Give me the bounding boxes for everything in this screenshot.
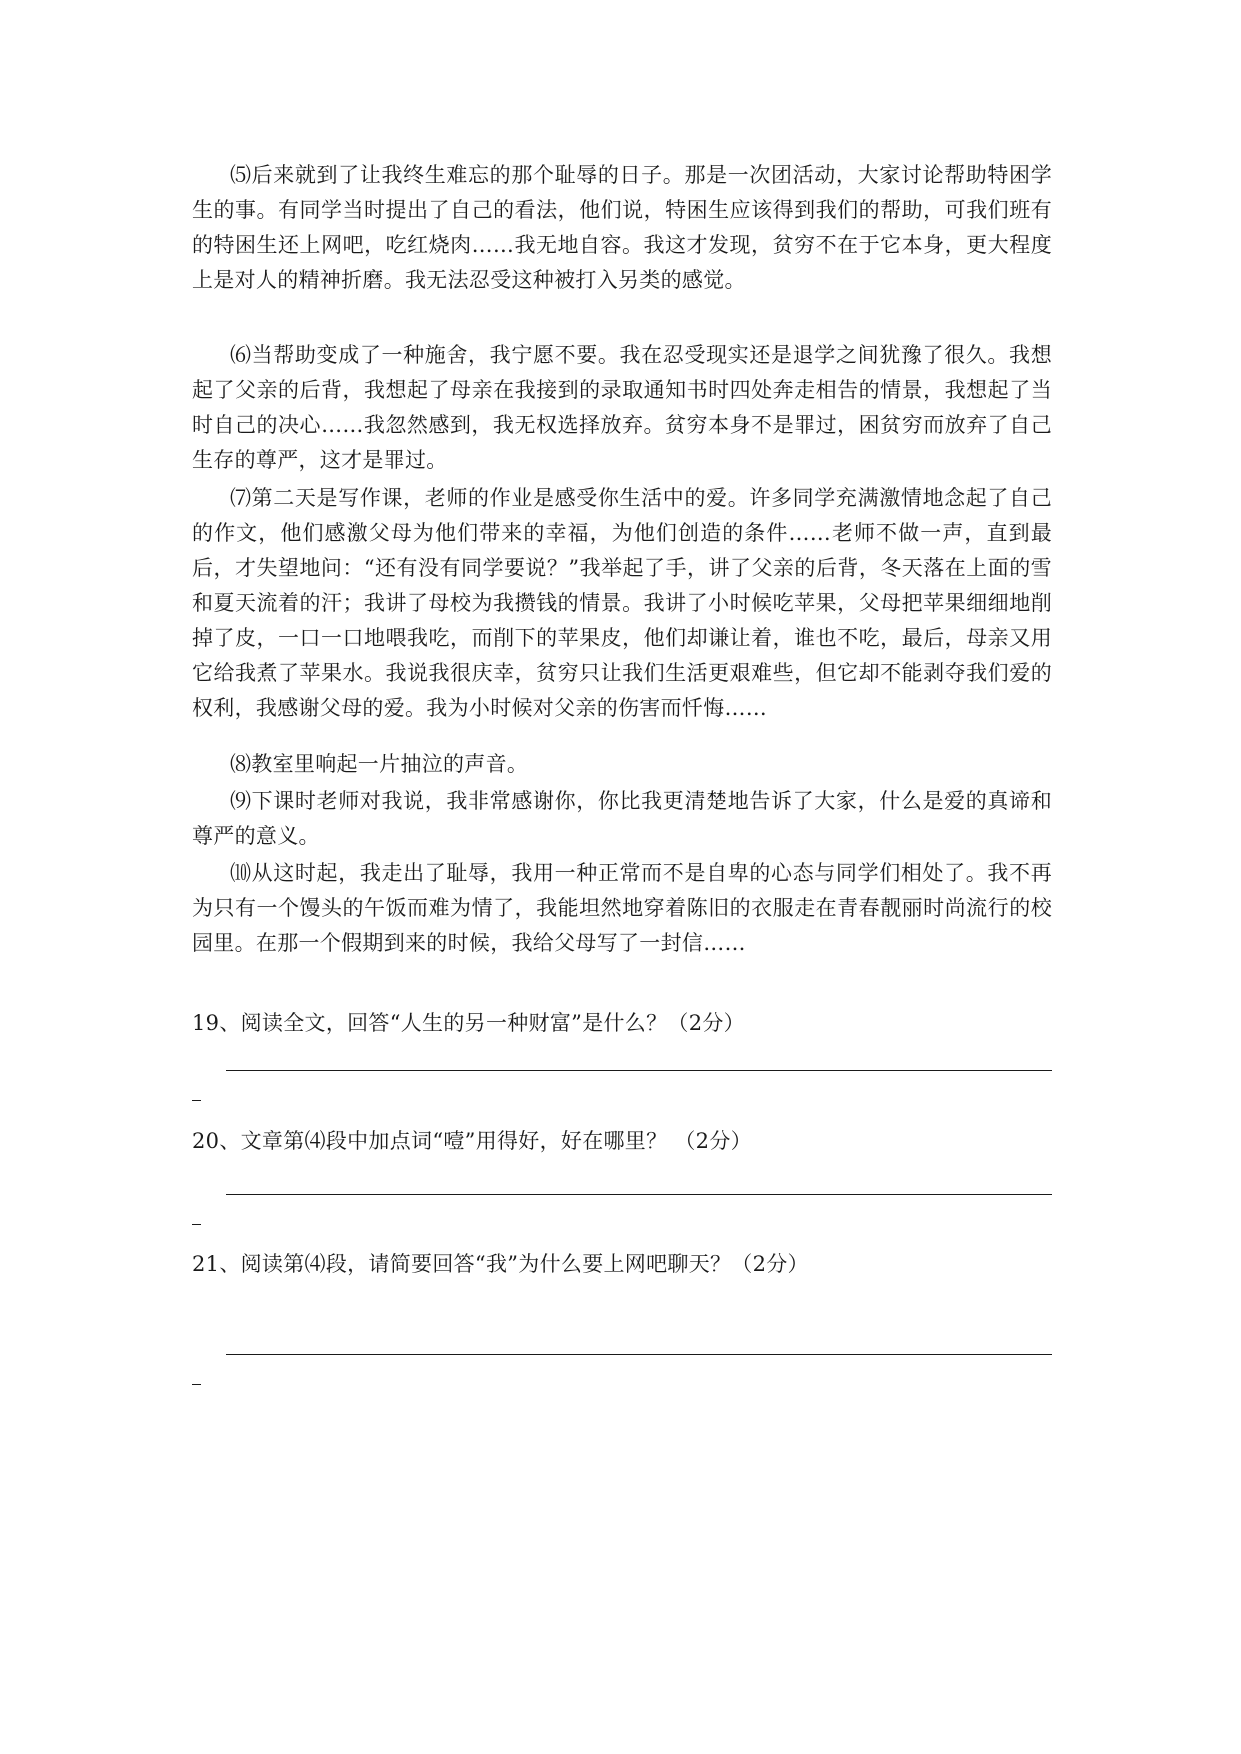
question-20: 20、文章第⑷段中加点词“噎”用得好，好在哪里？ （2分） xyxy=(192,1129,752,1153)
paragraph-6: ⑹当帮助变成了一种施舍，我宁愿不要。我在忍受现实还是退学之间犹豫了很久。我想起了父亲的后背，我想起了母亲在我接到的录取通知书时四处奔走相告的情景，我想起了当时自己的决心……我忽然感到，我无权选择放弃。贫穷本身不是罪过，困贫穷而放弃了自己生存的尊严，这才是罪过。 xyxy=(192,343,1052,472)
answer-line-tail-19 xyxy=(192,1100,201,1101)
question-21: 21、阅读第⑷段，请简要回答“我”为什么要上网吧聊天？（2分） xyxy=(192,1252,809,1276)
paragraph-5: ⑸后来就到了让我终生难忘的那个耻辱的日子。那是一次团活动，大家讨论帮助特困学生的事。有同学当时提出了自己的看法，他们说，特困生应该得到我们的帮助，可我们班有的特困生还上网吧，吃红烧肉……我无地自容。我这才发现，贫穷不在于它本身，更大程度上是对人的精神折磨。我无法忍受这种被打入另类的感觉。 xyxy=(192,163,1052,292)
paragraph-9: ⑼下课时老师对我说，我非常感谢你，你比我更清楚地告诉了大家，什么是爱的真谛和尊严的意义。 xyxy=(192,789,1052,848)
paragraph-10: ⑽从这时起，我走出了耻辱，我用一种正常而不是自卑的心态与同学们相处了。我不再为只有一个馒头的午饭而难为情了，我能坦然地穿着陈旧的衣服走在青春靓丽时尚流行的校园里。在那一个假期到来的时候，我给父母写了一封信…… xyxy=(192,861,1052,955)
paragraph-8: ⑻教室里响起一片抽泣的声音。 xyxy=(230,752,529,776)
answer-line-19[interactable] xyxy=(226,1070,1052,1071)
answer-line-tail-21 xyxy=(192,1384,201,1385)
answer-line-21[interactable] xyxy=(226,1354,1052,1355)
paragraph-7: ⑺第二天是写作课，老师的作业是感受你生活中的爱。许多同学充满激情地念起了自己的作文，他们感激父母为他们带来的幸福，为他们创造的条件……老师不做一声，直到最后，才失望地问：“还有没有同学要说？”我举起了手，讲了父亲的后背，冬天落在上面的雪和夏天流着的汗；我讲了母校为我攒钱的情景。我讲了小时候吃苹果，父母把苹果细细地削掉了皮，一口一口地喂我吃，而削下的苹果皮，他们却谦让着，谁也不吃，最后，母亲又用它给我煮了苹果水。我说我很庆幸，贫穷只让我们生活更艰难些，但它却不能剥夺我们爱的权利，我感谢父母的爱。我为小时候对父亲的伤害而忏悔…… xyxy=(192,486,1052,720)
question-19: 19、阅读全文，回答“人生的另一种财富”是什么？（2分） xyxy=(192,1011,745,1035)
answer-line-tail-20 xyxy=(192,1224,201,1225)
answer-line-20[interactable] xyxy=(226,1194,1052,1195)
